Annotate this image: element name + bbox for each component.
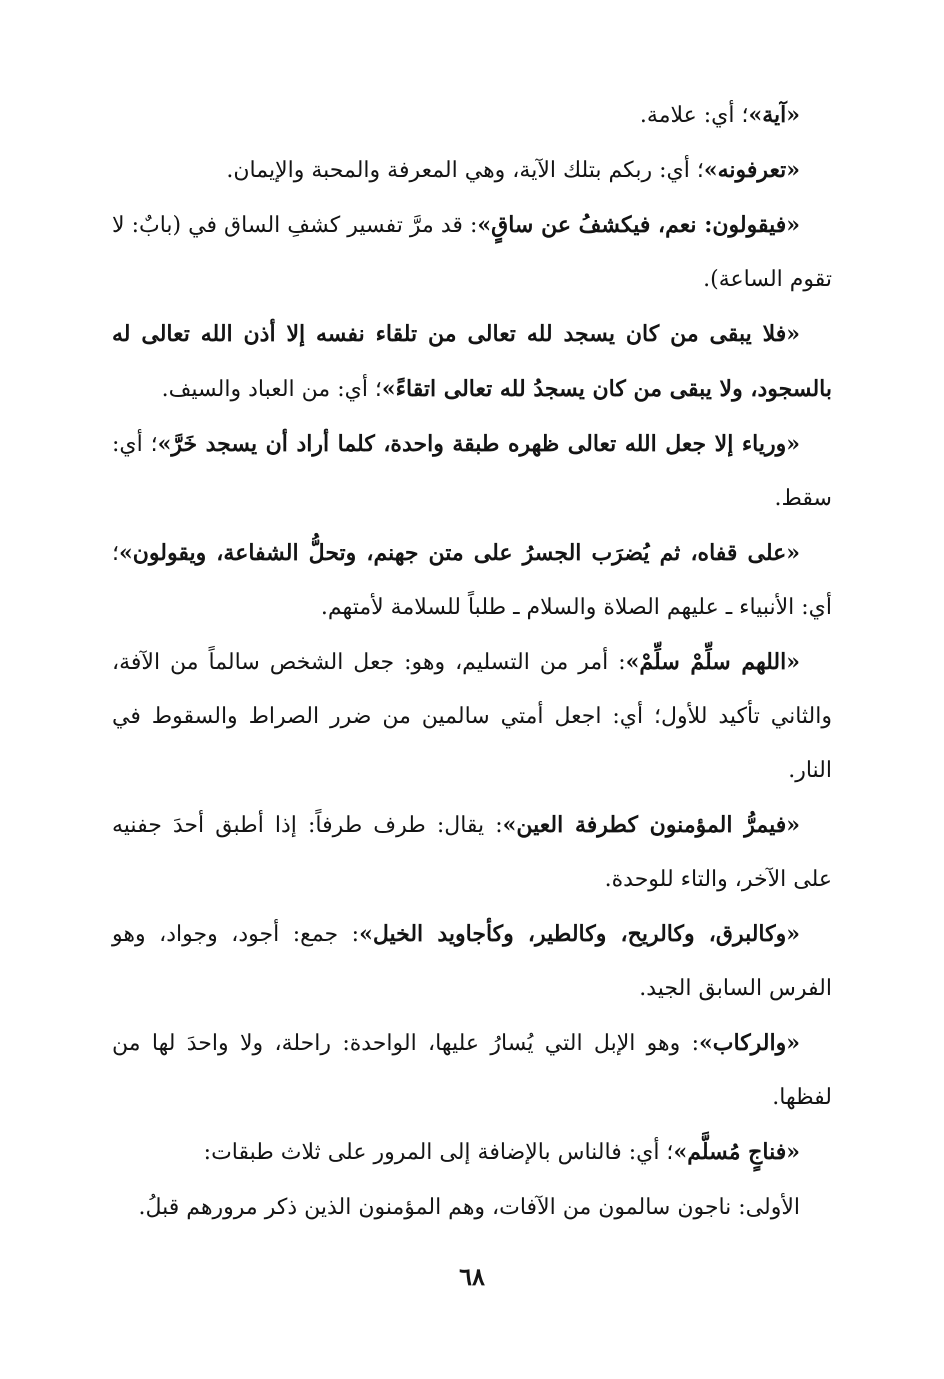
paragraph <box>112 1016 832 1125</box>
commentary: ؛ أي: الأنبياء ـ عليهم الصلاة والسلام ـ طلباً للسلامة لأمتهم. <box>112 541 832 620</box>
quoted-term: «فيقولون: نعم، فيكشفُ عن ساقٍ» <box>477 212 800 238</box>
paragraph <box>112 143 832 198</box>
paragraph <box>112 798 832 907</box>
commentary: : قد مرَّ تفسير كشفِ الساق في (بابٌ: لا تقوم الساعة). <box>112 213 832 292</box>
commentary: ؛ أي: فالناس بالإضافة إلى المرور على ثلاث طبقات: <box>203 1140 674 1165</box>
commentary: : أمر من التسليم، وهو: جعل الشخص سالماً من الآفة، والثاني تأكيد للأول؛ أي: اجعل أمتي سالمين من ضرر الصراط والسقوط في النار. <box>112 650 832 783</box>
commentary: ؛ أي: ربكم بتلك الآية، وهي المعرفة والمحبة والإيمان. <box>226 158 704 183</box>
commentary: ؛ أي: من العباد والسيف. <box>161 377 382 402</box>
body-text <box>112 88 832 1235</box>
quoted-term: «فناجٍ مُسلَّم» <box>673 1139 800 1165</box>
commentary: : وهو الإبل التي يُسارُ عليها، الواحدة: راحلة، ولا واحدَ لها من لفظها. <box>112 1031 832 1110</box>
paragraph <box>112 88 832 143</box>
paragraph <box>112 417 832 526</box>
page-number: ٦٨ <box>459 1262 485 1291</box>
quoted-term: «آية» <box>748 102 800 128</box>
paragraph <box>112 907 832 1016</box>
paragraph <box>112 526 832 635</box>
paragraph <box>112 635 832 798</box>
paragraph <box>112 1125 832 1180</box>
paragraph <box>112 307 832 417</box>
quoted-term: «ورياء إلا جعل الله تعالى ظهره طبقة واحدة، كلما أراد أن يسجد خَرَّ» <box>157 431 801 457</box>
quoted-term: «اللهم سلِّمْ سلِّمْ» <box>625 649 800 675</box>
commentary: ؛ أي: سقط. <box>112 432 832 511</box>
quoted-term: «تعرفونه» <box>703 157 800 183</box>
quoted-term: «فيمرُّ المؤمنون كطرفة العين» <box>502 812 800 838</box>
paragraph <box>112 1180 832 1235</box>
quoted-term: «على قفاه، ثم يُضرَب الجسرُ على متن جهنم، وتحلُّ الشفاعة، ويقولون» <box>119 540 800 566</box>
commentary: : جمع: أجود، وجواد، وهو الفرس السابق الجيد. <box>112 922 832 1001</box>
commentary: الأولى: ناجون سالمون من الآفات، وهم المؤمنون الذين ذكر مرورهم قبلُ. <box>138 1195 800 1220</box>
quoted-term: «وكالبرق، وكالريح، وكالطير، وكأجاويد الخيل» <box>359 921 800 947</box>
commentary: ؛ أي: علامة. <box>639 103 749 128</box>
quoted-term: «فلا يبقى من كان يسجد لله تعالى من تلقاء نفسه إلا أذن الله تعالى له بالسجود، ولا يبقى من كان يسجدُ لله تعالى اتقاءً» <box>112 321 832 402</box>
paragraph <box>112 198 832 307</box>
quoted-term: «والركاب» <box>699 1030 800 1056</box>
commentary: : يقال: طرف طرفاً: إذا أطبق أحدَ جفنيه على الآخر، والتاء للوحدة. <box>112 813 832 892</box>
